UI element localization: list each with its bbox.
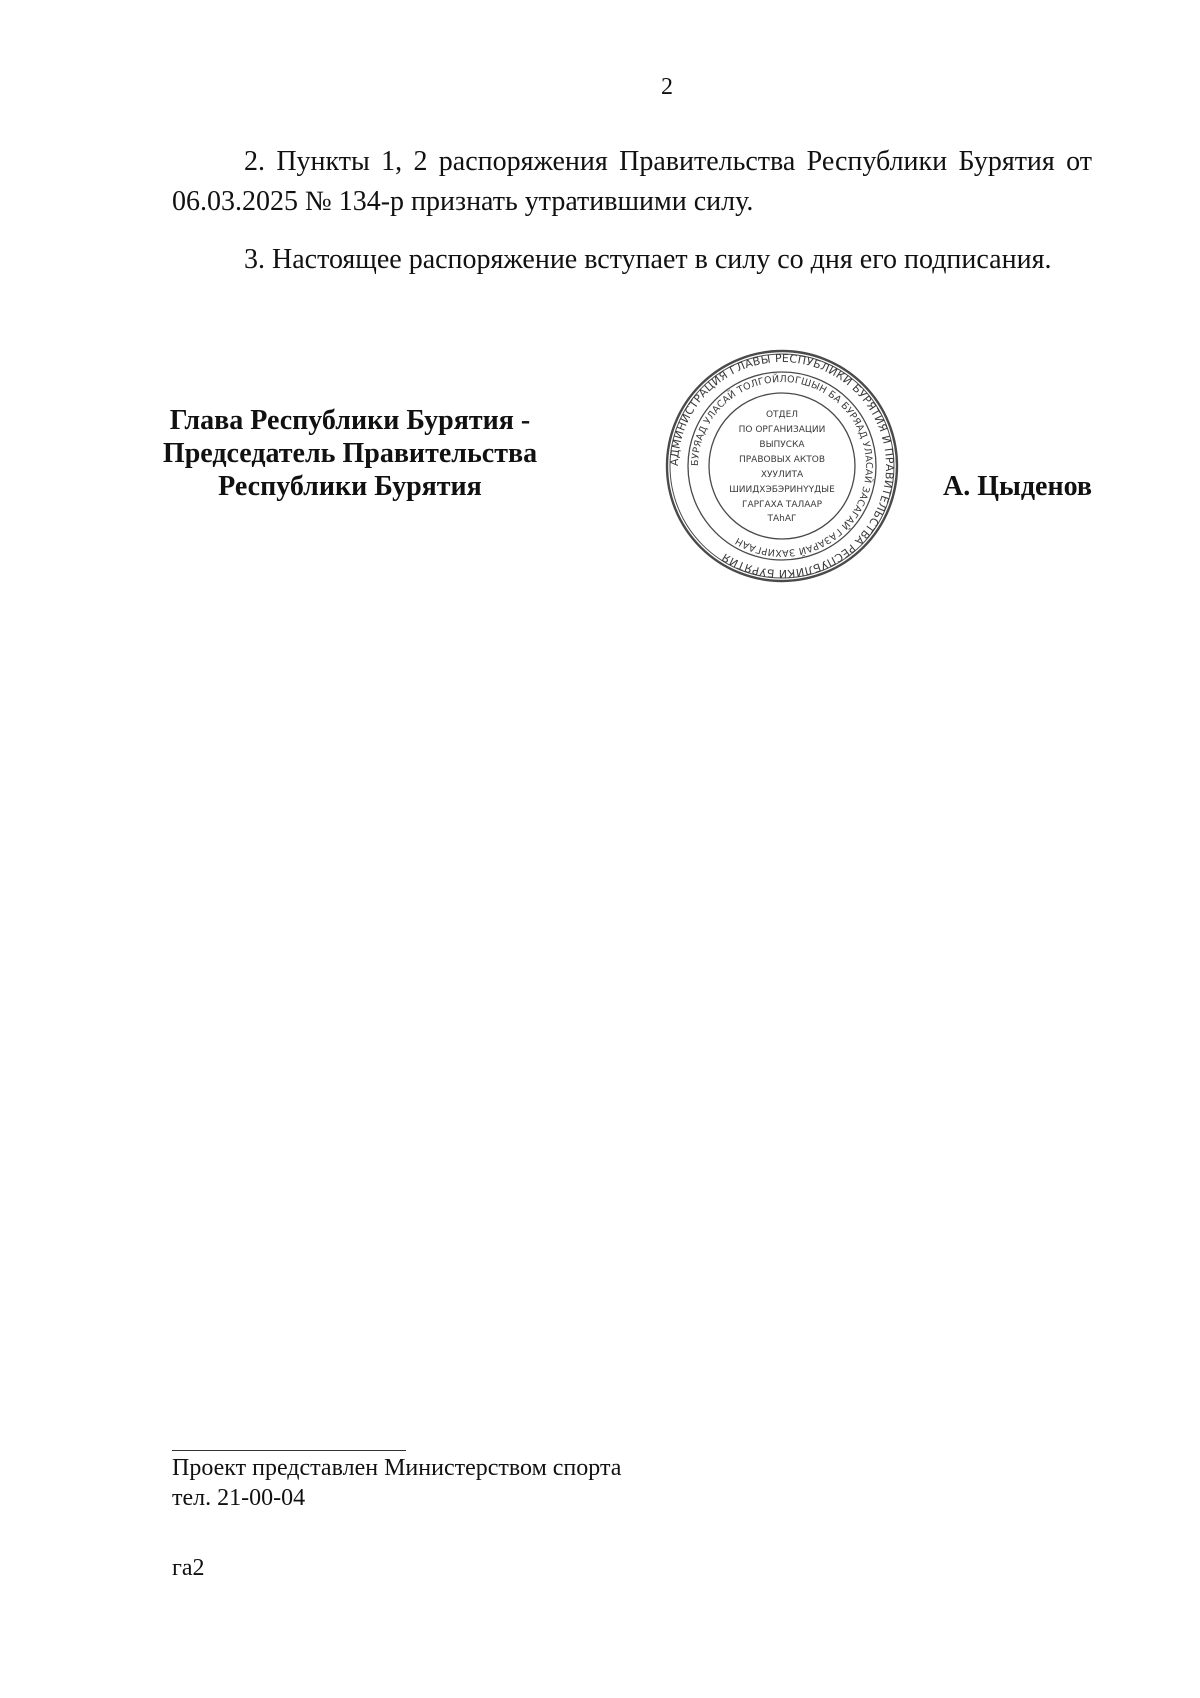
stamp-inner-ring-text: БУРЯАД УЛАСАЙ ТОЛГОЙЛОГШЫН БА БУРЯАД УЛАСАЙ ЗАСАГАЙ ГАЗАРАЙ ЗАХИРГААН — [689, 373, 875, 559]
stamp-center-line-7: ГАРГАХА ТАЛААР — [741, 500, 823, 510]
signatory-name: А. Цыденов — [942, 471, 1092, 502]
footer-document-code: га2 — [172, 1555, 205, 1581]
stamp-center-line-6: ШИИДХЭБЭРИНҮҮДЫЕ — [729, 485, 835, 495]
signatory-title-line-2: Председатель Правительства — [162, 438, 538, 469]
stamp-center-line-3: ВЫПУСКА — [759, 440, 805, 450]
paragraph-3: 3. Настоящее распоряжение вступает в силу со дня его подписания. — [244, 244, 1052, 275]
signatory-title-line-3: Республики Бурятия — [218, 471, 482, 502]
page-number: 2 — [661, 74, 673, 100]
signatory-title — [150, 404, 550, 503]
official-stamp-seal — [663, 349, 901, 583]
stamp-center-text — [729, 410, 835, 524]
footer-submitted-by: Проект представлен Министерством спорта — [172, 1455, 622, 1481]
stamp-center-line-1: ОТДЕЛ — [765, 410, 799, 420]
paragraph-2: 2. Пункты 1, 2 распоряжения Правительства Республики Бурятия от 06.03.2025 № 134-р признать утратившими силу. — [172, 146, 1092, 217]
stamp-center-line-8: ТАhAГ — [767, 514, 797, 524]
stamp-center-line-5: ХУУЛИТА — [760, 470, 804, 480]
footer-divider — [172, 1450, 406, 1451]
signatory-title-line-1: Глава Республики Бурятия - — [169, 405, 531, 436]
footer-phone: тел. 21-00-04 — [172, 1485, 306, 1511]
stamp-outer-text: АДМИНИСТРАЦИЯ ГЛАВЫ РЕСПУБЛИКИ БУРЯТИЯ И ПРАВИТЕЛЬСТВА РЕСПУБЛИКИ БУРЯТИЯ — [667, 351, 897, 581]
stamp-center-line-2: ПО ОРГАНИЗАЦИИ — [738, 425, 826, 435]
stamp-center-line-4: ПРАВОВЫХ АКТОВ — [738, 455, 826, 465]
